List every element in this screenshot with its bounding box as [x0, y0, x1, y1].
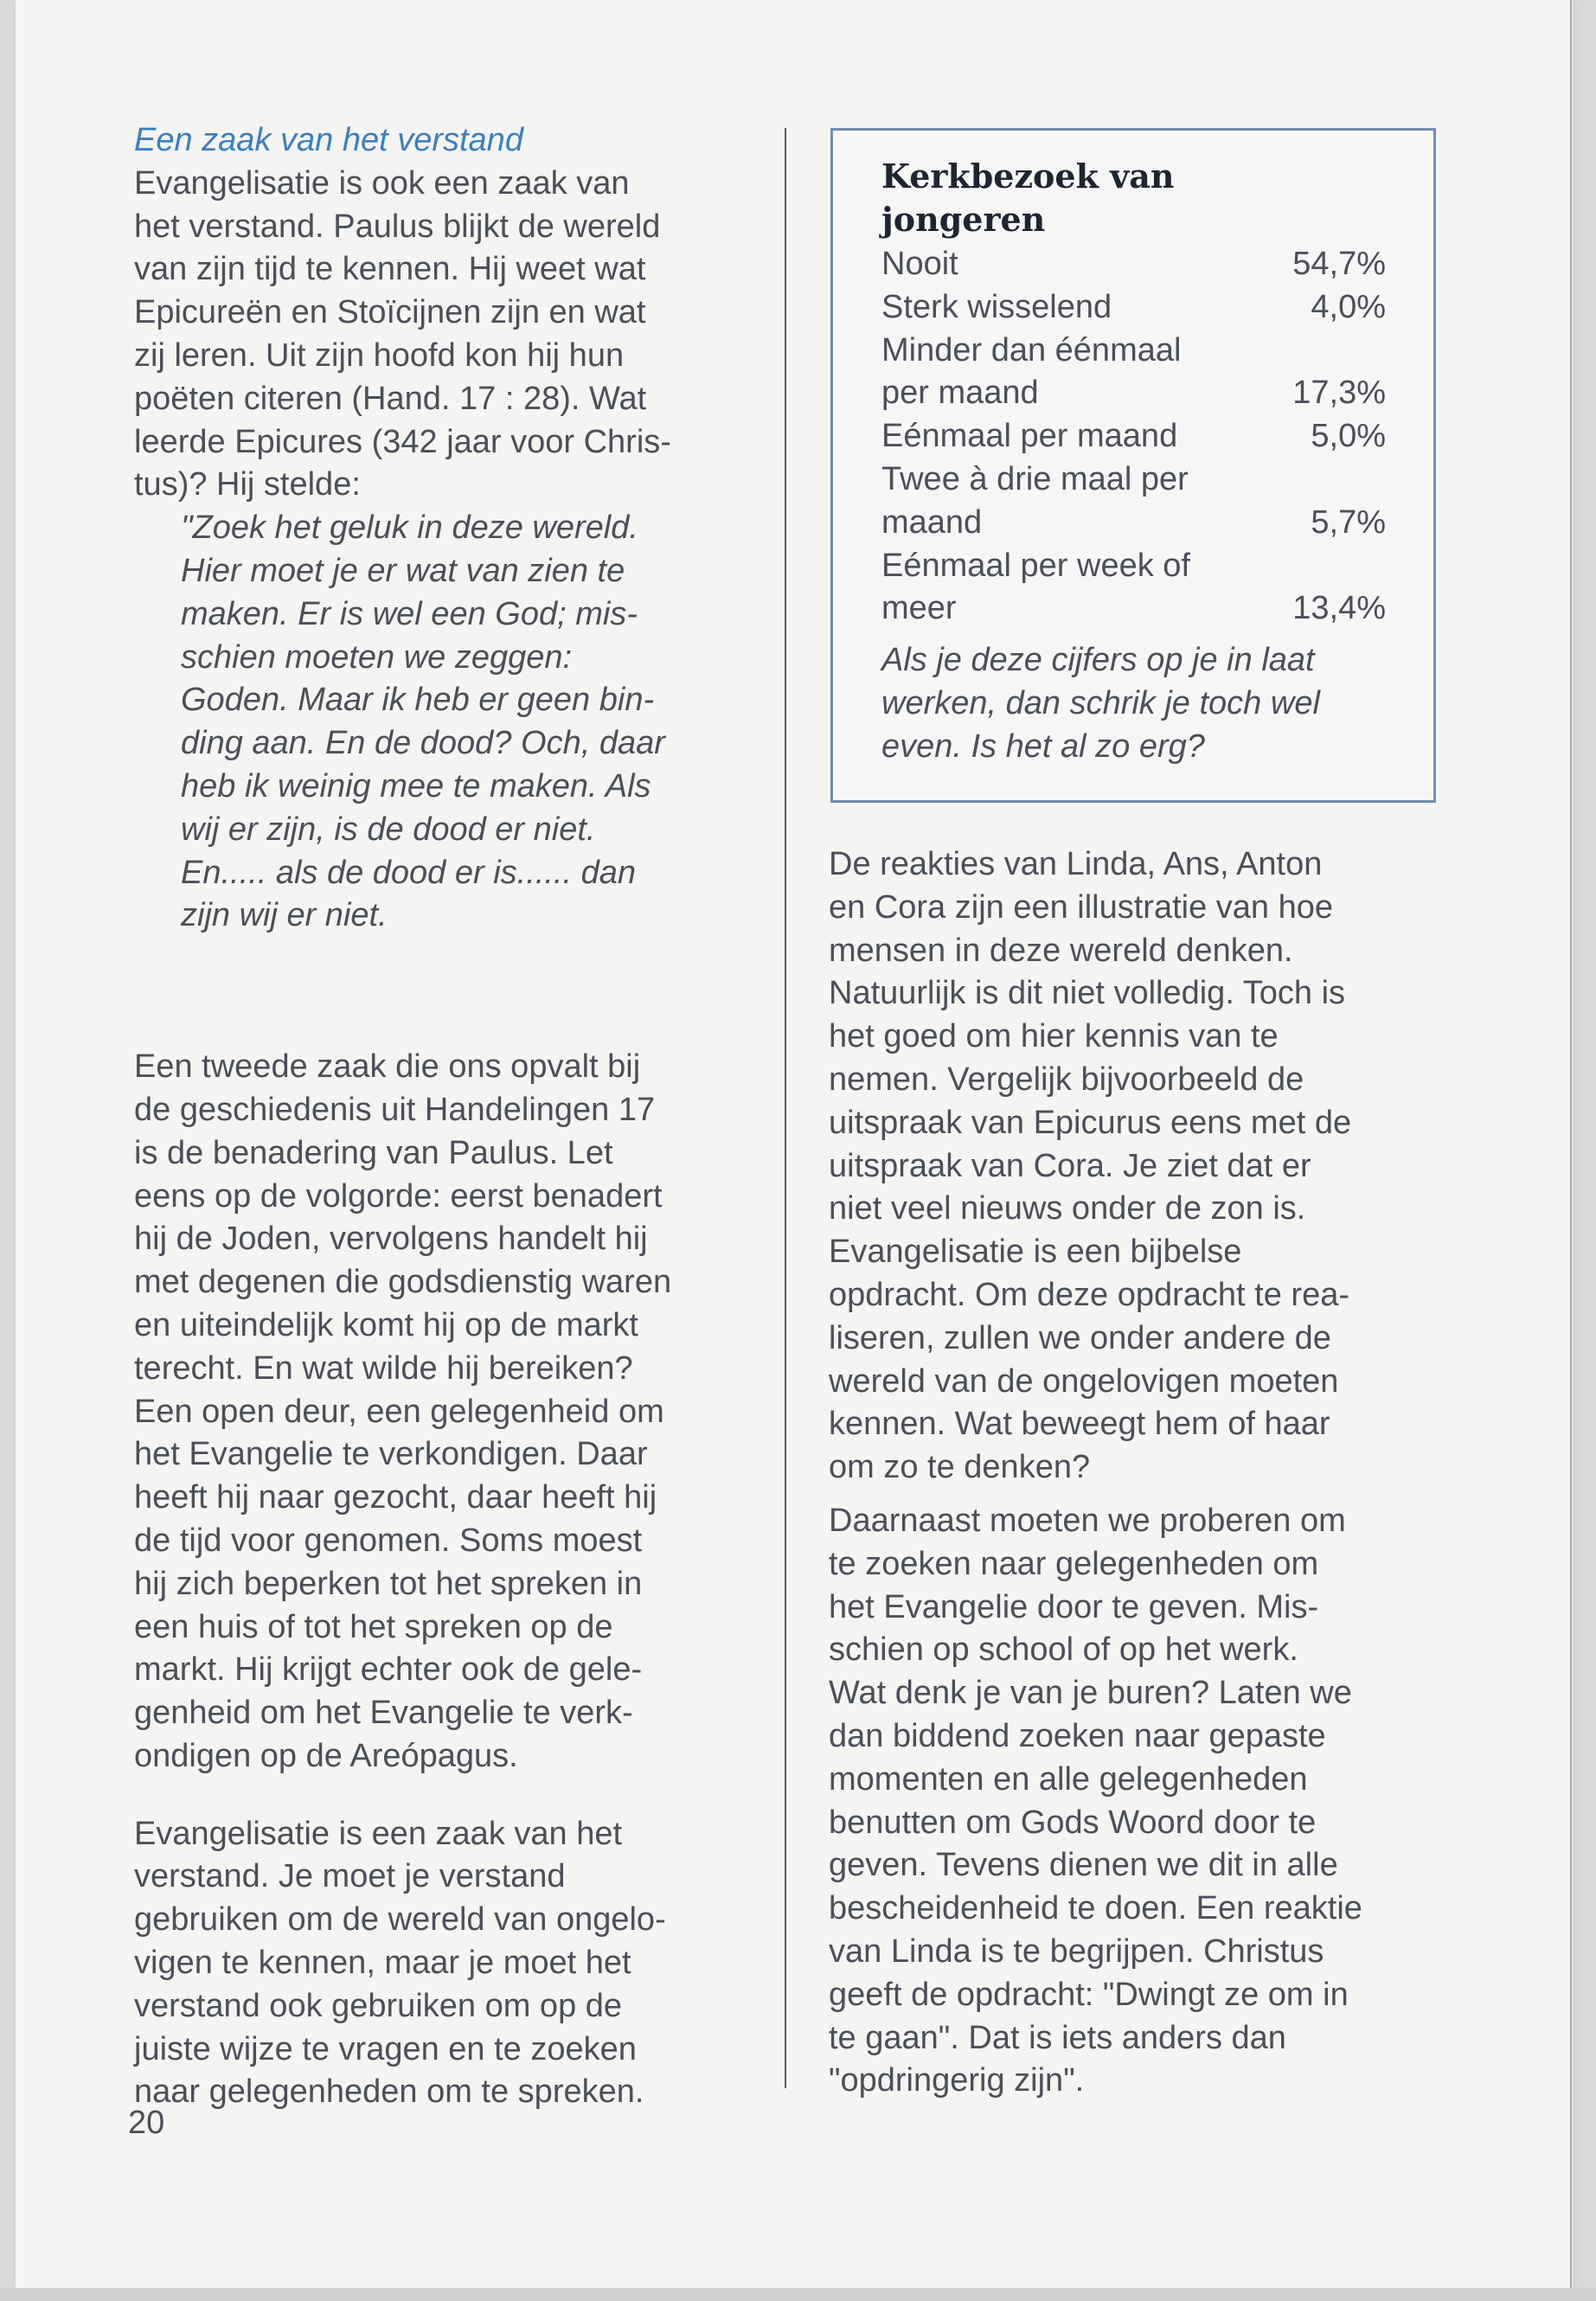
text-line: schien op school of op het werk. [829, 1631, 1298, 1669]
note-line: even. Is het al zo erg? [881, 727, 1205, 765]
box-title-line: Kerkbezoek van [881, 157, 1175, 195]
text-line: uitspraak van Cora. Je ziet dat er [829, 1147, 1311, 1184]
text-line: nemen. Vergelijk bijvoorbeeld de [829, 1061, 1304, 1098]
text-line: hij zich beperken tot het spreken in [134, 1565, 643, 1602]
text-line: zij leren. Uit zijn hoofd kon hij hun [134, 336, 625, 374]
spacer [829, 1490, 1434, 1500]
text-line: mensen in deze wereld denken. [829, 932, 1293, 969]
text-line: momenten en alle gelegenheden [829, 1760, 1308, 1798]
text-line: hij de Joden, vervolgens handelt hij [134, 1221, 648, 1258]
stat-label-line: Eénmaal per week of [881, 547, 1190, 584]
text-line: geven. Tevens dienen we dit in alle [829, 1847, 1338, 1884]
paragraph-right-1 [829, 843, 1434, 1490]
text-line: ondigen op de Areópagus. [134, 1737, 518, 1774]
text-line: verstand ook gebruiken om op de [134, 1987, 623, 2024]
epicurus-quote [134, 507, 757, 938]
box-title-line: jongeren [881, 200, 1046, 239]
stat-label: meer [881, 590, 957, 627]
text-line: een huis of tot het spreken op de [134, 1608, 613, 1645]
text-line: het verstand. Paulus blijkt de wereld [134, 208, 661, 245]
text-line: verstand. Je moet je verstand [134, 1858, 566, 1895]
text-line: te gaan". Dat is iets anders dan [829, 2019, 1286, 2056]
text-line: Natuurlijk is dit niet volledig. Toch is [829, 975, 1346, 1012]
stat-value: 5,7% [1311, 503, 1386, 541]
text-line: leerde Epicures (342 jaar voor Chris- [134, 423, 671, 460]
text-line: is de benadering van Paulus. Let [134, 1134, 613, 1171]
text-line: markt. Hij krijgt echter ook de gele- [134, 1651, 643, 1689]
stat-row-varying [881, 286, 1386, 330]
quote-line: ding aan. En de dood? Och, daar [181, 725, 665, 762]
text-line: uitspraak van Epicurus eens met de [829, 1104, 1352, 1141]
stat-value: 5,0% [1311, 418, 1386, 455]
text-line: genheid om het Evangelie te verk- [134, 1695, 633, 1732]
text-line: benutten om Gods Woord door te [829, 1804, 1317, 1841]
text-line: heeft hij naar gezocht, daar heeft hij [134, 1479, 657, 1516]
stat-label: Sterk wisselend [881, 288, 1112, 325]
stat-label: per maand [881, 375, 1039, 412]
quote-line: wij er zijn, is de dood er niet. [181, 811, 596, 848]
page-edge [1570, 0, 1572, 2288]
stat-value: 4,0% [1311, 288, 1386, 325]
church-attendance-box [830, 128, 1436, 803]
text-line: liseren, zullen we onder andere de [829, 1319, 1331, 1356]
box-note [881, 639, 1386, 768]
text-line: opdracht. Om deze opdracht te rea- [829, 1276, 1349, 1313]
quote-line: zijn wij er niet. [181, 897, 388, 934]
text-line: bescheidenheid te doen. Een reaktie [829, 1890, 1362, 1927]
text-line: eens op de volgorde: eerst benadert [134, 1177, 663, 1215]
text-line: Wat denk je van je buren? Laten we [829, 1675, 1352, 1712]
paragraph-2 [134, 1046, 757, 1779]
stat-label-line: Twee à drie maal per [881, 460, 1189, 497]
text-line: en Cora zijn een illustratie van hoe [829, 888, 1334, 926]
text-line: kennen. Wat beweegt hem of haar [829, 1406, 1330, 1443]
stat-label-line: Minder dan éénmaal [881, 331, 1182, 369]
stat-value: 17,3% [1292, 375, 1386, 412]
text-line: wereld van de ongelovigen moeten [829, 1362, 1339, 1400]
right-column [829, 843, 1434, 2103]
note-line: Als je deze cijfers op je in laat [881, 642, 1315, 679]
quote-line: Hier moet je er wat van zien te [181, 552, 625, 589]
section-heading: Een zaak van het verstand [134, 122, 523, 158]
text-line: van zijn tijd te kennen. Hij weet wat [134, 251, 646, 288]
page-number: 20 [128, 2105, 165, 2141]
quote-line: En..... als de dood er is...... dan [181, 854, 636, 891]
text-line: vigen te kennen, maar je moet het [134, 1945, 631, 1982]
stat-row-less-than-monthly [881, 372, 1386, 415]
text-line: Epicureën en Stoïcijnen zijn en wat [134, 294, 646, 331]
paragraph-1 [134, 163, 757, 507]
text-line: Evangelisatie is een bijbelse [829, 1234, 1242, 1271]
text-line: naar gelegenheden om te spreken. [134, 2073, 644, 2111]
text-line: terecht. En wat wilde hij bereiken? [134, 1349, 633, 1387]
column-divider [785, 128, 786, 2088]
text-line: en uiteindelijk komt hij op de markt [134, 1306, 638, 1343]
stat-value: 13,4% [1292, 590, 1386, 627]
text-line: te zoeken naar gelegenheden om [829, 1545, 1319, 1582]
text-line: poëten citeren (Hand. 17 : 28). Wat [134, 380, 647, 417]
text-line: De reakties van Linda, Ans, Anton [829, 846, 1323, 882]
text-line: niet veel nieuws onder de zon is. [829, 1190, 1306, 1227]
text-line: gebruiken om de wereld van ongelo- [134, 1901, 666, 1939]
text-line: juiste wijze te vragen en te zoeken [134, 2030, 637, 2067]
text-line: met degenen die godsdienstig waren [134, 1264, 672, 1301]
text-line: tus)? Hij stelde: [134, 466, 361, 503]
stat-row-never [881, 243, 1386, 286]
stat-row-monthly [881, 415, 1386, 458]
text-line: de tijd voor genomen. Soms moest [134, 1522, 643, 1559]
stat-label: Eénmaal per maand [881, 418, 1178, 455]
text-line: Een tweede zaak die ons opvalt bij [134, 1048, 641, 1086]
quote-line: maken. Er is wel een God; mis- [181, 595, 638, 632]
quote-line: schien moeten we zeggen: [181, 638, 573, 676]
text-line: "opdringerig zijn". [829, 2062, 1085, 2099]
quote-line: Goden. Maar ik heb er geen bin- [181, 682, 655, 719]
text-line: het Evangelie te verkondigen. Daar [134, 1436, 648, 1473]
quote-line: "Zoek het geluk in deze wereld. [181, 510, 638, 547]
text-line: van Linda is te begrijpen. Christus [829, 1932, 1324, 1970]
text-line: het goed om hier kennis van te [829, 1018, 1279, 1055]
text-line: om zo te denken? [829, 1449, 1091, 1486]
spacer [134, 1779, 757, 1813]
text-line: dan biddend zoeken naar gepaste [829, 1717, 1326, 1754]
text-line: de geschiedenis uit Handelingen 17 [134, 1091, 656, 1128]
text-line: Evangelisatie is een zaak van het [134, 1815, 623, 1852]
spacer [134, 938, 757, 1046]
text-line: het Evangelie door te geven. Mis- [829, 1588, 1319, 1625]
scan-bottom-strip [0, 2288, 1596, 2301]
text-line: geeft de opdracht: "Dwingt ze om in [829, 1976, 1349, 2013]
stat-row-two-three-monthly [881, 502, 1386, 545]
stat-label: Nooit [881, 246, 958, 282]
quote-line: heb ik weinig mee te maken. Als [181, 767, 651, 804]
note-line: werken, dan schrik je toch wel [881, 684, 1320, 721]
text-line: Daarnaast moeten we proberen om [829, 1502, 1346, 1539]
stat-row-weekly [881, 587, 1386, 631]
box-title [881, 155, 1386, 241]
paragraph-right-2 [829, 1500, 1434, 2103]
stat-value: 54,7% [1292, 246, 1386, 282]
stat-label: maand [881, 503, 983, 541]
text-line: Een open deur, een gelegenheid om [134, 1393, 664, 1430]
left-column [134, 119, 757, 2114]
paragraph-3 [134, 1813, 757, 2115]
text-line: Evangelisatie is ook een zaak van [134, 164, 630, 202]
